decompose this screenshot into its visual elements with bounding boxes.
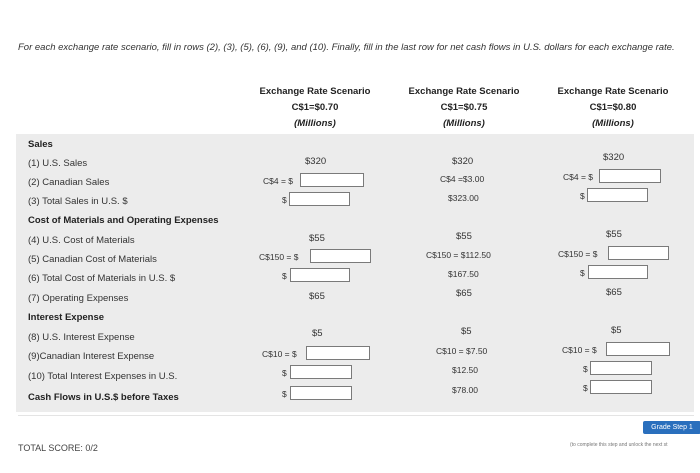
row-label-us-materials: (4) U.S. Cost of Materials (28, 235, 135, 246)
c3-operating-expenses: $65 (606, 287, 622, 298)
c3-us-sales: $320 (603, 152, 625, 163)
c3-total-sales-prefix: $ (580, 191, 585, 201)
c1-canadian-sales-input[interactable] (300, 173, 364, 187)
column-title: Exchange Rate Scenario (557, 86, 669, 97)
column-title: Exchange Rate Scenario (259, 86, 371, 97)
c2-canadian-sales: C$4 =$3.00 (440, 174, 485, 184)
row-label-canadian-interest: (9)Canadian Interest Expense (28, 351, 155, 362)
c1-cash-flow-input[interactable] (290, 386, 352, 400)
c1-canadian-interest-input[interactable] (306, 346, 370, 360)
c1-total-materials-prefix: $ (282, 271, 287, 281)
column-rate: C$1=$0.70 (291, 102, 339, 113)
row-label-us-interest: (8) U.S. Interest Expense (28, 332, 135, 343)
c2-canadian-materials: C$150 = $112.50 (426, 250, 491, 260)
c3-total-interest-input[interactable] (590, 361, 652, 375)
column-unit: (Millions) (592, 118, 634, 129)
section-interest: Interest Expense (28, 312, 105, 323)
c1-cash-flow-prefix: $ (282, 389, 287, 399)
grade-step-button[interactable]: Grade Step 1 (643, 421, 700, 434)
c3-canadian-sales-input[interactable] (599, 169, 661, 183)
column-header-070 (240, 84, 390, 132)
c3-total-interest-prefix: $ (583, 364, 588, 374)
column-header-080 (538, 84, 688, 132)
c2-us-interest: $5 (461, 326, 472, 337)
c2-us-sales: $320 (452, 156, 474, 167)
c1-canadian-materials-prefix: C$150 = $ (259, 252, 299, 262)
c1-operating-expenses: $65 (309, 291, 325, 302)
c1-total-materials-input[interactable] (290, 268, 350, 282)
row-label-total-sales: (3) Total Sales in U.S. $ (28, 196, 128, 207)
row-label-canadian-sales: (2) Canadian Sales (28, 177, 110, 188)
c3-us-interest: $5 (611, 325, 622, 336)
c3-canadian-interest-prefix: C$10 = $ (562, 345, 597, 355)
column-title: Exchange Rate Scenario (408, 86, 520, 97)
c1-total-sales-input[interactable] (289, 192, 350, 206)
c2-operating-expenses: $65 (456, 288, 472, 299)
instructions-text: For each exchange rate scenario, fill in rows (2), (3), (5), (6), (9), and (10). Finally, fill in the last row for net cash flows in U.S. dollars for each exchange rate. (18, 42, 675, 53)
c2-us-materials: $55 (456, 231, 472, 242)
c3-total-sales-input[interactable] (587, 188, 648, 202)
column-header-075 (389, 84, 539, 132)
row-label-operating-expenses: (7) Operating Expenses (28, 293, 129, 304)
c1-total-sales-prefix: $ (282, 195, 287, 205)
grade-hint-text: (to complete this step and unlock the next st (570, 442, 668, 448)
row-label-us-sales: (1) U.S. Sales (28, 158, 88, 169)
column-rate: C$1=$0.80 (589, 102, 637, 113)
c1-us-sales: $320 (305, 156, 327, 167)
column-unit: (Millions) (443, 118, 485, 129)
c1-canadian-sales-prefix: C$4 = $ (263, 176, 294, 186)
c1-us-materials: $55 (309, 233, 325, 244)
c3-cash-flow-prefix: $ (583, 383, 588, 393)
c3-canadian-materials-prefix: C$150 = $ (558, 249, 598, 259)
c2-cash-flow: $78.00 (452, 385, 478, 395)
column-unit: (Millions) (294, 118, 336, 129)
row-label-total-materials: (6) Total Cost of Materials in U.S. $ (28, 273, 176, 284)
c3-total-materials-prefix: $ (580, 268, 585, 278)
c3-canadian-materials-input[interactable] (608, 246, 669, 260)
c1-canadian-interest-prefix: C$10 = $ (262, 349, 297, 359)
footer-divider (18, 415, 694, 416)
total-score: TOTAL SCORE: 0/2 (18, 443, 98, 453)
c2-canadian-interest: C$10 = $7.50 (436, 346, 488, 356)
section-sales: Sales (28, 139, 53, 150)
c3-cash-flow-input[interactable] (590, 380, 652, 394)
c3-total-materials-input[interactable] (588, 265, 648, 279)
c3-canadian-sales-prefix: C$4 = $ (563, 172, 594, 182)
c2-total-sales: $323.00 (448, 193, 479, 203)
c1-us-interest: $5 (312, 328, 323, 339)
row-label-total-interest: (10) Total Interest Expenses in U.S. (28, 371, 178, 382)
c1-canadian-materials-input[interactable] (310, 249, 371, 263)
c1-total-interest-prefix: $ (282, 368, 287, 378)
c3-us-materials: $55 (606, 229, 622, 240)
c3-canadian-interest-input[interactable] (606, 342, 670, 356)
column-rate: C$1=$0.75 (440, 102, 488, 113)
c2-total-materials: $167.50 (448, 269, 479, 279)
c2-total-interest: $12.50 (452, 365, 478, 375)
row-label-cash-flows: Cash Flows in U.S.$ before Taxes (28, 392, 179, 403)
row-label-canadian-materials: (5) Canadian Cost of Materials (28, 254, 157, 265)
section-materials: Cost of Materials and Operating Expenses (28, 215, 219, 226)
c1-total-interest-input[interactable] (290, 365, 352, 379)
